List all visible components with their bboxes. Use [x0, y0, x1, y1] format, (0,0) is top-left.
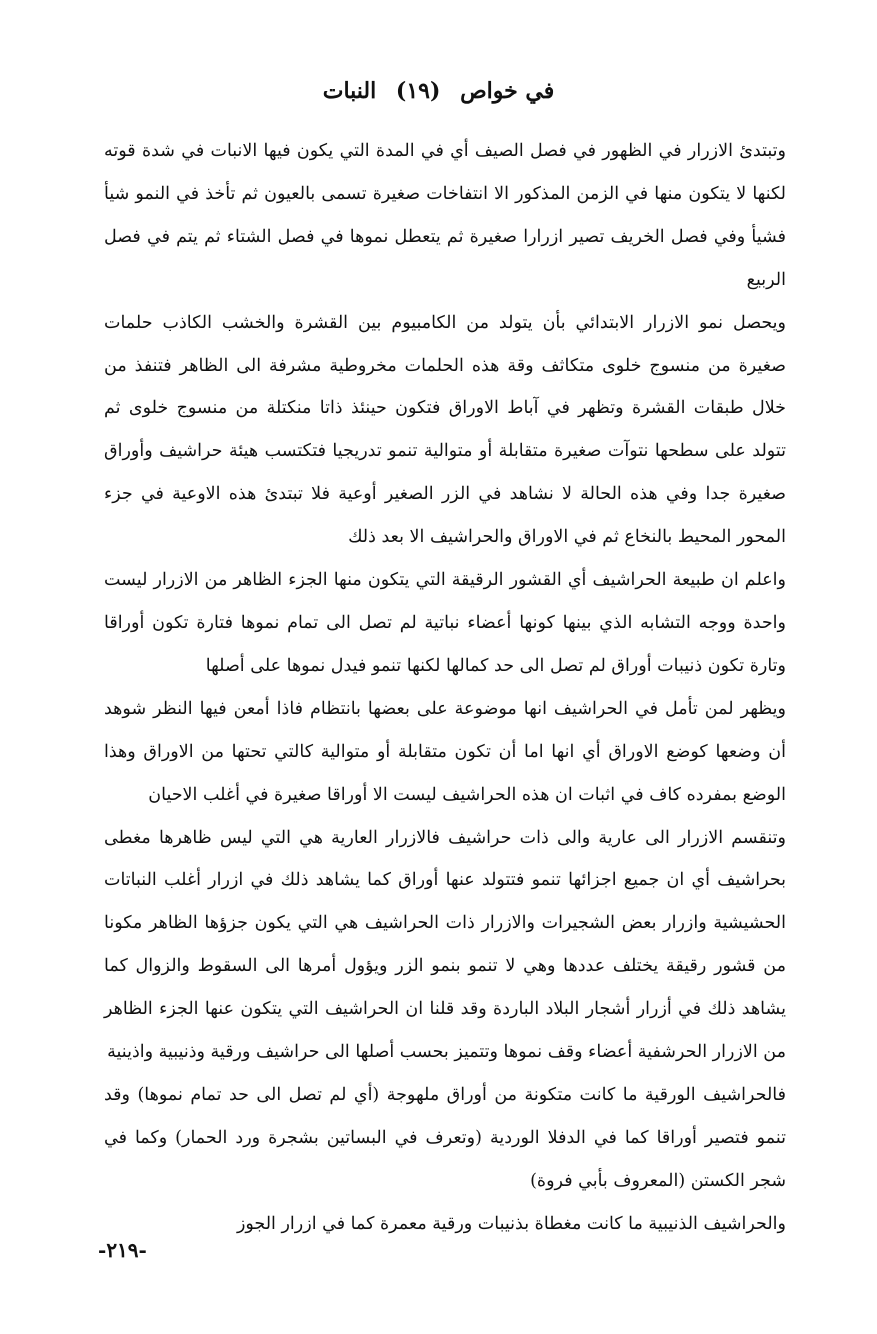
- paragraph-3: واعلم ان طبيعة الحراشيف أي القشور الرقيقة التي يتكون منها الجزء الظاهر من الازرار ليست واحدة ووجه التشابه الذي بينها كونها أعضاء نباتية لم تصل الى تمام نموها فتارة تكون أوراقا وتارة تكون ذنيبات أوراق لم تصل الى حد كمالها لكنها تنمو فيدل نموها على أصلها: [104, 570, 786, 676]
- header-left-title: النبات: [322, 78, 377, 104]
- paragraph-5: وتنقسم الازرار الى عارية والى ذات حراشيف فالازرار العارية هي التي ليس ظاهرها مغطى بحراشيف أي ان جميع اجزائها تنمو فتتولد عنها أوراق كما يشاهد ذلك في ازرار أغلب النباتات الحشيشية وازرار بعض الشجيرات والازرار ذات الحراشيف هي التي يكون جزؤها الظاهر مكونا من قشور رقيقة يختلف عددها وهي لا تنمو بنمو الزر ويؤول أمرها الى السقوط والزوال كما يشاهد ذلك في أزرار أشجار البلاد الباردة وقد قلنا ان الحراشيف التي يتكون عنها الجزء الظاهر من الازرار الحرشفية أعضاء وقف نموها وتتميز بحسب أصلها الى حراشيف ورقية وذنيبية واذينية: [104, 827, 786, 1063]
- header-right-title: في خواص: [460, 78, 555, 104]
- paragraph-6: فالحراشيف الورقية ما كانت متكونة من أوراق ملهوجة (أي لم تصل الى حد تمام نموها) وقد تنمو فتصير أوراقا كما في الدفلا الوردية (وتعرف في البساتين بشجرة ورد الحمار) وكما في شجر الكستن (المعروف بأبي فروة): [104, 1084, 786, 1191]
- paragraph-1: وتبتدئ الازرار في الظهور في فصل الصيف أي في المدة التي يكون فيها الانبات في شدة قوته لكنها لا يتكون منها في الزمن المذكور الا انتفاخات صغيرة تسمى بالعيون ثم تأخذ في النمو شيأ فشيأ وفي فصل الخريف تصير ازرارا صغيرة ثم يتعطل نموها في فصل الشتاء ثم يتم في فصل الربيع: [104, 141, 786, 290]
- paragraph-4: ويظهر لمن تأمل في الحراشيف انها موضوعة على بعضها بانتظام فاذا أمعن فيها النظر شوهد أن وضعها كوضع الاوراق أي انها اما أن تكون متقابلة أو متوالية كالتي تحتها من الاوراق وهذا الوضع بمفرده كاف في اثبات ان هذه الحراشيف ليست الا أوراقا صغيرة في أغلب الاحيان: [104, 698, 786, 805]
- page-body: [104, 130, 786, 1246]
- running-header: [0, 78, 877, 104]
- chapter-number: (١٩): [395, 78, 441, 104]
- paragraph-2: ويحصل نمو الازرار الابتدائي بأن يتولد من الكامبيوم بين القشرة والخشب الكاذب حلمات صغيرة من منسوج خلوى متكاثف وقة هذه الحلمات مخروطية مشرفة الى الظاهر فتنفذ من خلال طبقات القشرة وتظهر في آباط الاوراق فتكون حينئذ ذاتا منكتلة من منسوج خلوى ثم تتولد على سطحها نتوآت صغيرة متقابلة أو متوالية تنمو تدريجيا فتكتسب هيئة حراشيف وأوراق صغيرة جدا وفي هذه الحالة لا نشاهد في الزر الصغير أوعية فلا تبتدئ هذه الاوعية في جزء المحور المحيط بالنخاع ثم في الاوراق والحراشيف الا بعد ذلك: [104, 312, 786, 548]
- page-number: -٢١٩-: [98, 1238, 147, 1262]
- paragraph-7: والحراشيف الذنيبية ما كانت مغطاة بذنيبات ورقية معمرة كما في ازرار الجوز: [236, 1213, 786, 1234]
